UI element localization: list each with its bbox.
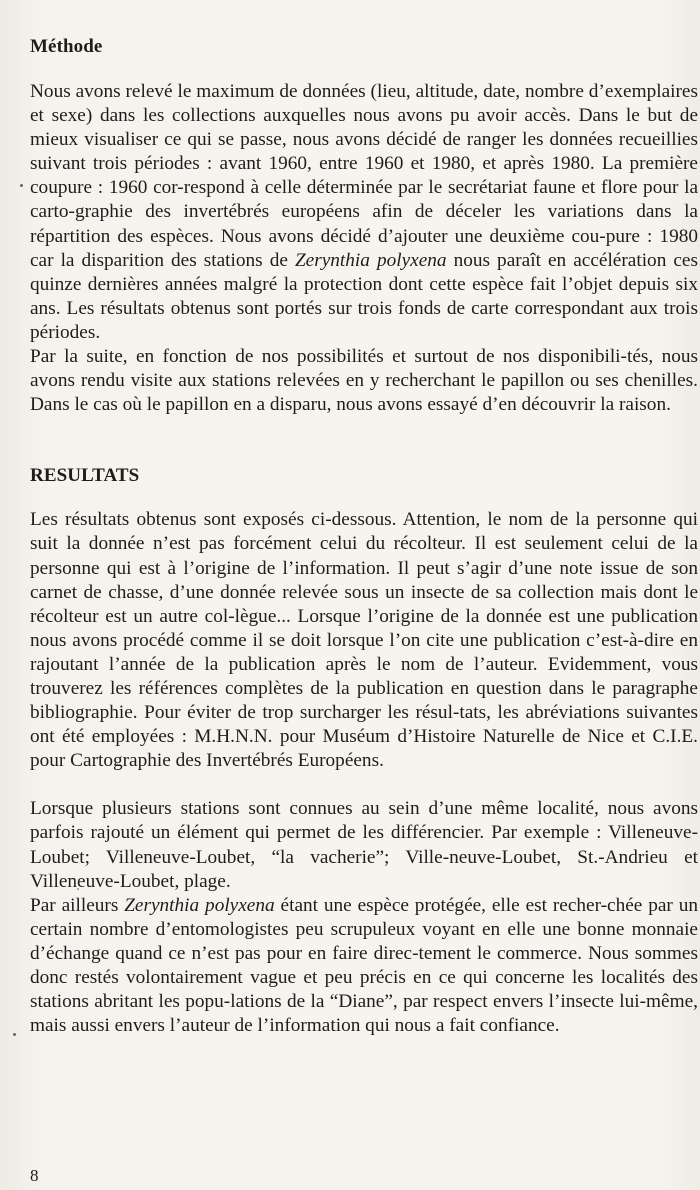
- methode-paragraph-2: Par la suite, en fonction de nos possibilités et surtout de nos disponibili-tés, nous avons rendu visite aux stations relevées en y recherchant le papillon ou ses chenilles. Dans le cas où le papillon en a disparu, nous avons essayé d’en découvrir la raison.: [30, 346, 698, 416]
- resultats-paragraph-2: Lorsque plusieurs stations sont connues au sein d’une même localité, nous avons parfois rajouté un élément qui permet de les différencier. Par exemple : Villeneuve-Loubet; Villeneuve-Loubet, “la vacherie”; Ville-neuve-Loubet, St.-Andrieu et Villeneuve-Loubet, plage.: [30, 798, 698, 892]
- page-number: 8: [30, 1166, 39, 1185]
- scan-speck: [13, 1033, 16, 1036]
- methode-paragraph-1-text-b: nous paraît en accélération ces quinze dernières années malgré la protection dont cette espèce fait l’objet depuis six ans. Les résultats obtenus sont portés sur trois fonds de carte correspondant aux trois périodes.: [30, 249, 698, 343]
- section-title-resultats: RESULTATS: [30, 465, 140, 487]
- resultats-paragraph-3-text-b: étant une espèce protégée, elle est recher-chée par un certain nombre d’entomologistes peu scrupuleux voyant en elle une bonne monnaie d’échange quand ce n’est pas pour en faire direc-tement le commerce. Nous sommes donc restés volontairement vague et peu précis en ce qui concerne les localités des stations abritant les popu-lations de la “Diane”, par respect envers l’insecte lui-même, mais aussi envers l’auteur de l’information qui nous a fait confiance.: [30, 894, 698, 1037]
- methode-paragraph-1: [30, 80, 698, 345]
- resultats-paragraph-3-text-a: Par ailleurs: [30, 894, 125, 916]
- resultats-paragraph-1: Les résultats obtenus sont exposés ci-dessous. Attention, le nom de la personne qui suit la donnée n’est pas forcément celui du récolteur. Il est seulement celui de la personne qui est à l’origine de l’information. Il peut s’agir d’une note issue de son carnet de chasse, d’une donnée relevée sous un insecte de sa collection mais dont le récolteur est un autre col-lègue... Lorsque l’origine de la donnée est une publication nous avons procédé comme il se doit lorsque l’on cite une publication c’est-à-dire en rajoutant l’année de la publication après le nom de l’auteur. Evidemment, vous trouverez les références complètes de la publication en question dans le paragraphe bibliographie. Pour éviter de trop surcharger les résul-tats, les abréviations suivantes ont été employées : M.H.N.N. pour Muséum d’Histoire Naturelle de Nice et C.I.E. pour Cartographie des Invertébrés Européens.: [30, 509, 698, 772]
- section-title-methode: Méthode: [30, 36, 103, 57]
- document-body: [30, 34, 698, 1038]
- methode-paragraph-1-text-a: Nous avons relevé le maximum de données (lieu, altitude, date, nombre d’exemplaires et sexe) dans les collections auxquelles nous avons pu avoir accès. Dans le but de mieux visualiser ce qui se passe, nous avons décidé de ranger les données recueillies suivant trois périodes : avant 1960, entre 1960 et 1980, et après 1980. La première coupure : 1960 cor-respond à celle déterminée par le secrétariat faune et flore pour la carto-graphie des invertébrés européens afin de déceler les variations dans la répartition des espèces. Nous avons décidé d’ajouter une deuxième cou-pure : 1980 car la disparition des stations de: [30, 81, 698, 271]
- species-name: Zerynthia polyxena: [294, 249, 447, 271]
- species-name: Zerynthia polyxena: [124, 894, 275, 916]
- scan-speck: [20, 184, 23, 187]
- resultats-paragraph-3: [30, 894, 698, 1039]
